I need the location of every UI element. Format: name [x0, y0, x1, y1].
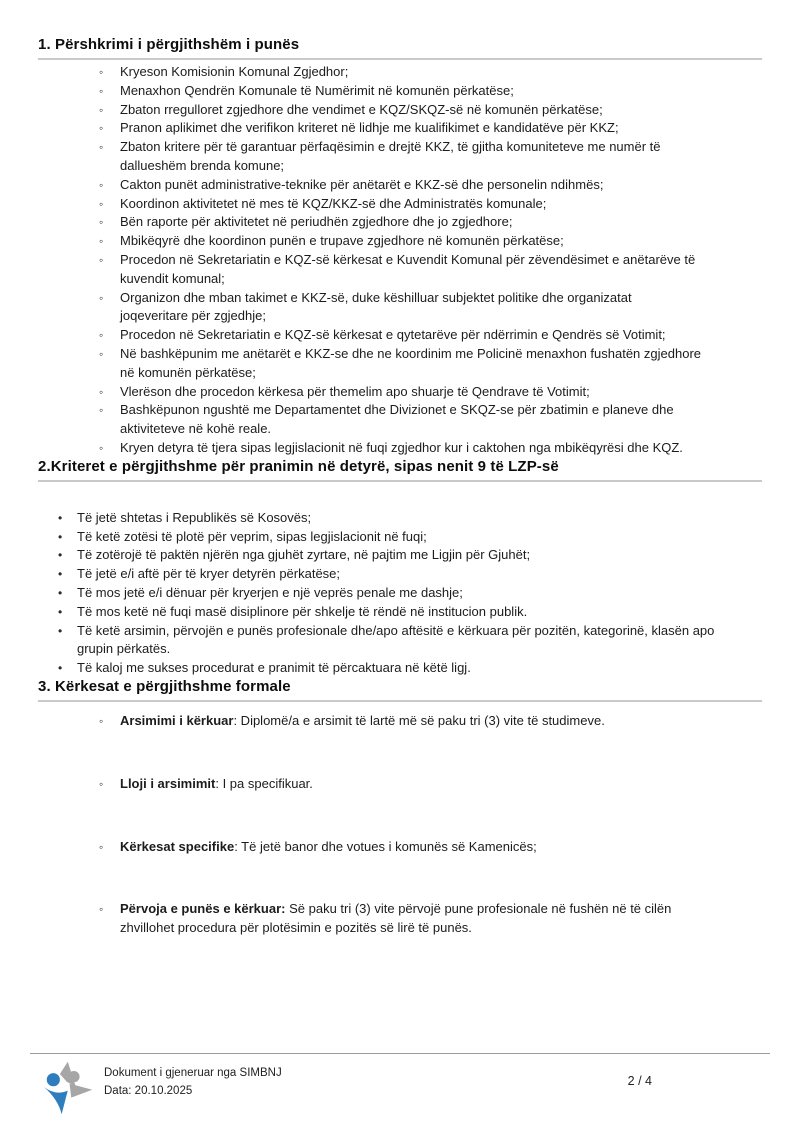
item-label: Arsimimi i kërkuar: [120, 712, 234, 728]
list-item: [97, 775, 703, 794]
list-item: • Të jetë e/i aftë për të kryer detyrën përkatëse;: [57, 565, 717, 584]
list-item: [97, 900, 703, 938]
item-text: : Të jetë banor dhe votues i komunës së Kamenicës;: [234, 838, 537, 854]
section-3-title: 3. Kërkesat e përgjithshme formale: [38, 678, 762, 702]
list-item: ◦ Bën raporte për aktivitetet në periudhën zgjedhore dhe jo zgjedhore;: [97, 213, 703, 232]
list-item: [97, 838, 703, 857]
item-label: Lloji i arsimimit: [120, 775, 216, 791]
footer-generated-by: Dokument i gjeneruar nga SIMBNJ: [104, 1067, 282, 1079]
list-item: ◦ Koordinon aktivitetet në mes të KQZ/KKZ-së dhe Administratës komunale;: [97, 195, 703, 214]
section-3-list: [97, 712, 703, 938]
list-item: • Të kaloj me sukses procedurat e pranimit të përcaktuara në këtë ligj.: [57, 659, 717, 678]
list-item: • Të ketë zotësi të plotë për veprim, sipas legjislacionit në fuqi;: [57, 528, 717, 547]
list-item: • Të mos jetë e/i dënuar për kryerjen e një veprës penale me dashje;: [57, 584, 717, 603]
list-item: [97, 712, 703, 731]
list-item: • Të jetë shtetas i Republikës së Kosovës;: [57, 509, 717, 528]
list-item: • Të ketë arsimin, përvojën e punës profesionale dhe/apo aftësitë e kërkuara për pozitën, kategorinë, klasën apo grupin përkatës.: [57, 622, 717, 660]
list-item: • Të mos ketë në fuqi masë disiplinore për shkelje të rëndë në institucion publik.: [57, 603, 717, 622]
item-text: : I pa specifikuar.: [215, 775, 313, 791]
item-text: : Diplomë/a e arsimit të lartë më së paku tri (3) vite të studimeve.: [233, 712, 605, 728]
list-item: ◦ Zbaton kritere për të garantuar përfaqësimin e drejtë KKZ, të gjitha komuniteteve me numër të dallueshëm brenda komune;: [97, 138, 703, 176]
list-item: ◦ Procedon në Sekretariatin e KQZ-së kërkesat e Kuvendit Komunal për zëvendësimet e anëtarëve të kuvendit komunal;: [97, 251, 703, 289]
item-label: Kërkesat specifike: [120, 838, 235, 854]
footer-text-block: [104, 1065, 282, 1100]
simbnj-logo-icon: [38, 1060, 94, 1121]
page-number: 2 / 4: [627, 1074, 652, 1088]
list-item: ◦ Pranon aplikimet dhe verifikon kriteret në lidhje me kualifikimet e kandidatëve për KKZ;: [97, 119, 703, 138]
page-footer: [30, 1053, 770, 1121]
list-item: ◦ Kryeson Komisionin Komunal Zgjedhor;: [97, 63, 703, 82]
list-item: ◦ Mbikëqyrë dhe koordinon punën e trupave zgjedhore në komunën përkatëse;: [97, 232, 703, 251]
section-1-list: [97, 63, 703, 458]
list-item: ◦ Cakton punët administrative-teknike për anëtarët e KKZ-së dhe personelin ndihmës;: [97, 176, 703, 195]
section-1-title: 1. Përshkrimi i përgjithshëm i punës: [38, 36, 762, 60]
section-2-list: [57, 509, 717, 678]
list-item: ◦ Organizon dhe mban takimet e KKZ-së, duke këshilluar subjektet politike dhe organizatat joqeveritare për zgjedhje;: [97, 289, 703, 327]
list-item: ◦ Bashkëpunon ngushtë me Departamentet dhe Divizionet e SKQZ-se për zbatimin e planeve dhe aktiviteteve në kohë reale.: [97, 401, 703, 439]
list-item: ◦ Procedon në Sekretariatin e KQZ-së kërkesat e qytetarëve për ndërrimin e Qendrës së Votimit;: [97, 326, 703, 345]
list-item: ◦ Në bashkëpunim me anëtarët e KKZ-se dhe ne koordinim me Policinë menaxhon fushatën zgjedhore në komunën përkatëse;: [97, 345, 703, 383]
item-label: Përvoja e punës e kërkuar:: [120, 901, 286, 917]
list-item: ◦ Menaxhon Qendrën Komunale të Numërimit në komunën përkatëse;: [97, 82, 703, 101]
list-item: ◦ Kryen detyra të tjera sipas legjislacionit në fuqi zgjedhor kur i caktohen nga mbikëqyrësi dhe KQZ.: [97, 439, 703, 458]
list-item: • Të zotërojë të paktën njërën nga gjuhët zyrtare, në pajtim me Ligjin për Gjuhët;: [57, 546, 717, 565]
item-text: Së paku tri (3) vite përvojë pune profesionale në fushën në të cilën zhvillohet procedura për plotësimin e pozitës së lirë të punës.: [120, 901, 672, 936]
list-item: ◦ Zbaton rregulloret zgjedhore dhe vendimet e KQZ/SKQZ-së në komunën përkatëse;: [97, 101, 703, 120]
footer-date: Data: 20.10.2025: [104, 1084, 193, 1097]
section-2-title: 2.Kriteret e përgjithshme për pranimin në detyrë, sipas nenit 9 të LZP-së: [38, 458, 762, 482]
list-item: ◦ Vlerëson dhe procedon kërkesa për themelim apo shuarje të Qendrave të Votimit;: [97, 383, 703, 402]
